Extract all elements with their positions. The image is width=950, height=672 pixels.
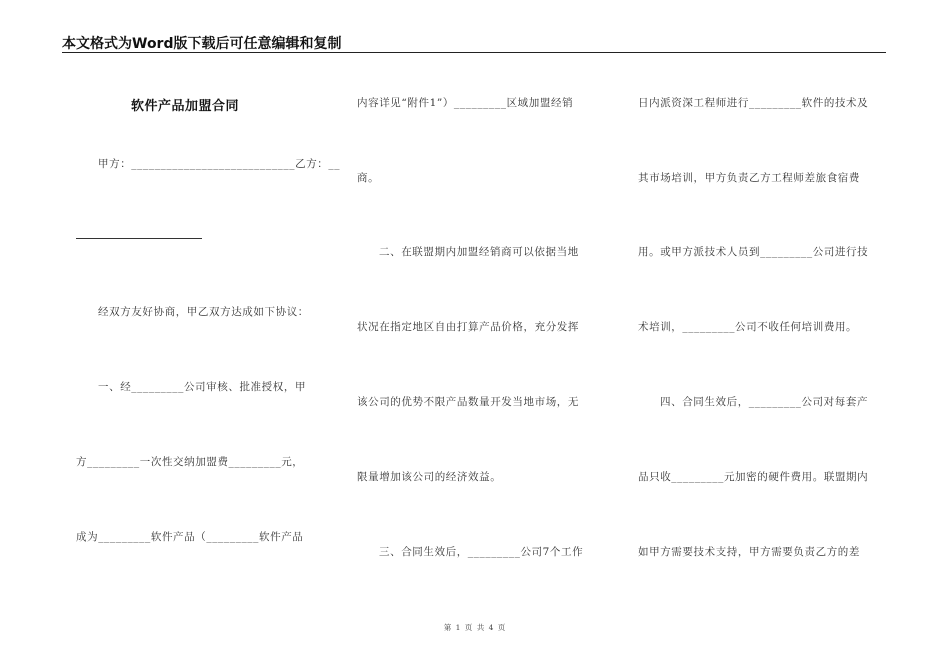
party-line: 甲方：____________________________乙方：__ (98, 158, 341, 170)
paragraph-line: 用。或甲方派技术人员到_________公司进行技 (638, 246, 869, 258)
paragraph-line: 该公司的优势不限产品数量开发当地市场，无 (357, 396, 579, 408)
clause-1-line: 一、经_________公司审核、批准授权，甲 (98, 381, 307, 393)
paragraph-line: 状况在指定地区自由打算产品价格，充分发挥 (357, 321, 579, 333)
page-header-text: 本文格式为Word版下载后可任意编辑和复制 (62, 36, 342, 52)
paragraph-line: 其市场培训，甲方负责乙方工程师差旅食宿费 (638, 172, 860, 184)
paragraph-line: 品只收_________元加密的硬件费用。联盟期内 (638, 471, 869, 483)
clause-3-line: 三、合同生效后，_________公司7个工作 (379, 546, 584, 558)
paragraph-line: 内容详见“附件1”）_________区域加盟经销 (357, 97, 574, 109)
paragraph-line: 术培训，_________公司不收任何培训费用。 (638, 321, 858, 333)
paragraph-line: 成为_________软件产品（_________软件产品 (76, 531, 304, 543)
clause-4-line: 四、合同生效后，_________公司对每套产 (660, 396, 869, 408)
paragraph-line: 如甲方需要技术支持，甲方需要负责乙方的差 (638, 546, 860, 558)
document-title: 软件产品加盟合同 (131, 99, 240, 114)
blank-underline (76, 238, 202, 239)
text-column-1 (76, 60, 341, 620)
page-number: 第 1 页 共 4 页 (443, 623, 507, 632)
paragraph-line: 经双方友好协商，甲乙双方达成如下协议： (98, 306, 309, 318)
paragraph-line: 限量增加该公司的经济效益。 (357, 471, 502, 483)
clause-2-line: 二、在联盟期内加盟经销商可以依据当地 (379, 246, 579, 258)
text-column-3 (638, 60, 888, 620)
text-column-2 (357, 60, 607, 620)
paragraph-line: 日内派资深工程师进行_________软件的技术及 (638, 97, 869, 109)
paragraph-line: 商。 (357, 172, 380, 184)
paragraph-line: 方_________一次性交纳加盟费_________元， (76, 456, 304, 468)
header-divider (62, 52, 886, 53)
